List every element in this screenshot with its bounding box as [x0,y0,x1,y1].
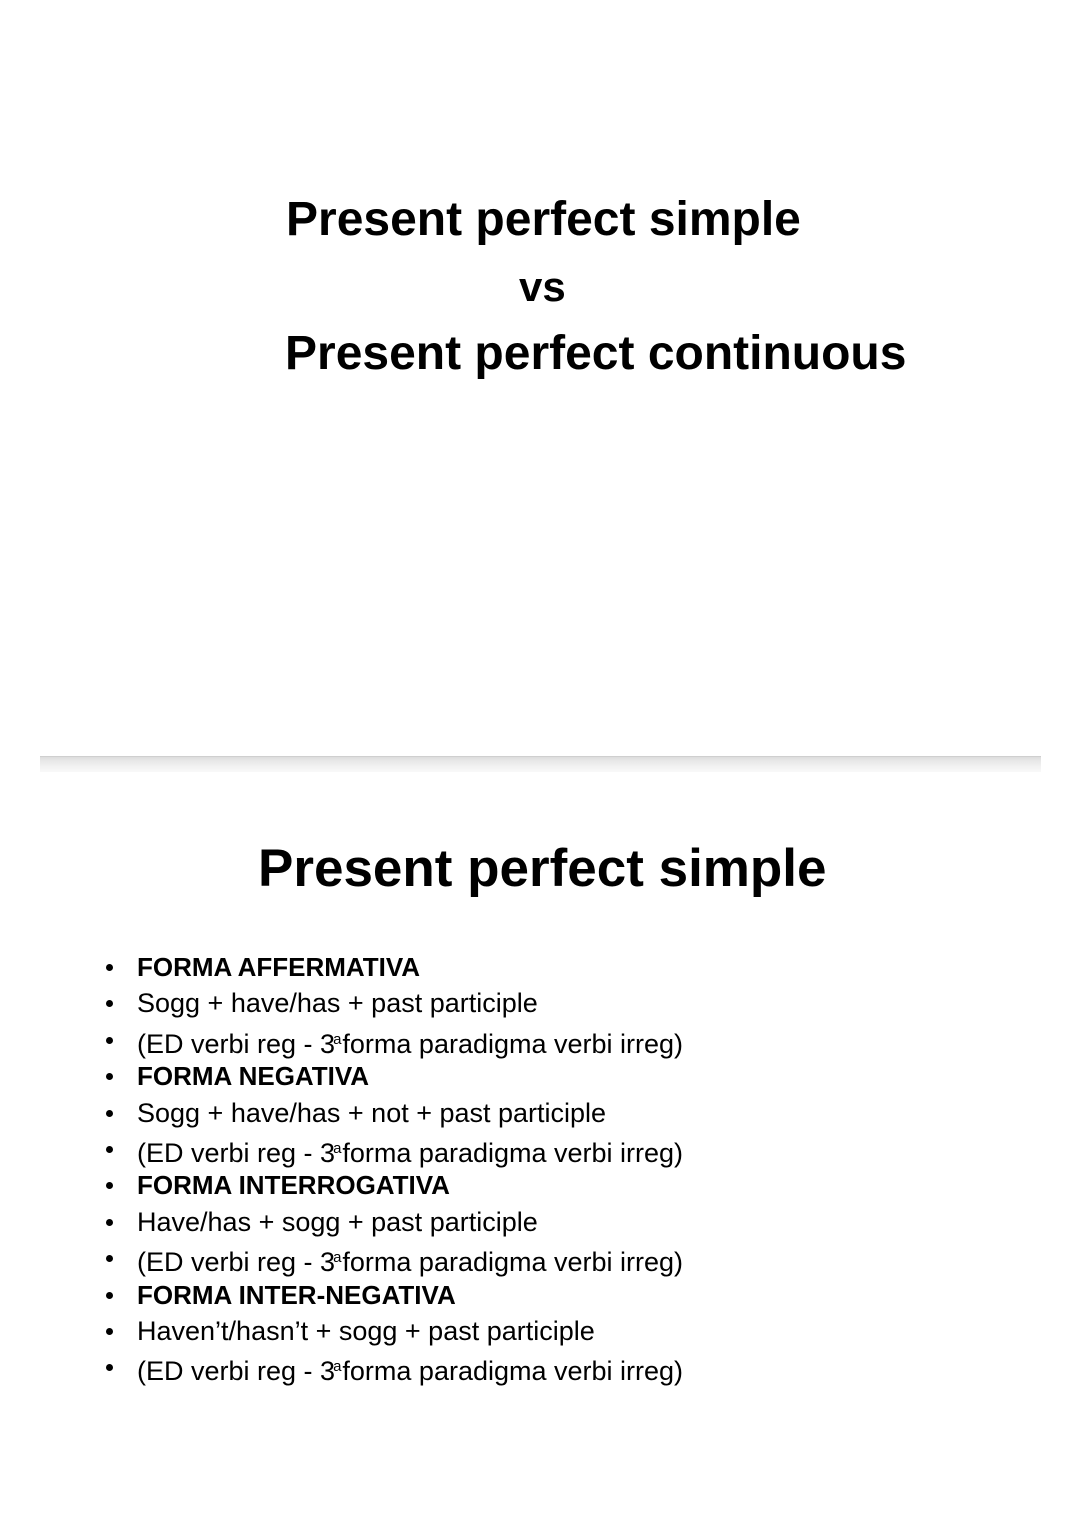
slide1-title-vs: vs [519,263,566,310]
bullet-dot-icon [106,1364,113,1371]
slide-present-perfect-simple [0,772,1080,1528]
bullet-item [100,949,683,985]
bullet-text-pre: (ED verbi reg - 3 [137,1137,336,1168]
slide-separator [40,756,1041,772]
bullet-item [100,1240,683,1276]
bullet-dot-icon [106,1073,113,1080]
bullet-text: FORMA AFFERMATIVA [137,952,421,982]
bullet-text: Sogg + have/has + not + past participle [137,1097,607,1128]
bullet-item [100,1313,683,1349]
bullet-dot-icon [106,1328,113,1335]
bullet-item [100,1058,683,1094]
bullet-ordinal-superscript: a [333,1358,342,1376]
bullet-item [100,1095,683,1131]
bullet-item [100,1131,683,1167]
bullet-text-post: forma paradigma verbi irreg) [342,1247,684,1278]
bullet-ordinal-superscript: a [333,1139,342,1157]
bullet-text-post: forma paradigma verbi irreg) [342,1356,684,1387]
bullet-dot-icon [106,964,113,971]
bullet-list [100,949,683,1386]
bullet-text-post: forma paradigma verbi irreg) [342,1028,684,1059]
slide1-title-line-1: Present perfect simple [286,193,801,246]
bullet-text: FORMA NEGATIVA [137,1061,370,1092]
bullet-text-pre: (ED verbi reg - 3 [137,1028,336,1059]
bullet-text: Sogg + have/has + past participle [137,988,538,1019]
bullet-dot-icon [106,1146,113,1153]
bullet-dot-icon [106,1110,113,1117]
slide2-title: Present perfect simple [258,839,827,898]
bullet-item [100,1022,683,1058]
bullet-item [100,1349,683,1385]
bullet-text-pre: (ED verbi reg - 3 [137,1247,336,1278]
slide-title-page [0,0,1080,756]
bullet-item [100,1204,683,1240]
slide1-title-line-2: Present perfect continuous [285,327,907,380]
bullet-text: Have/has + sogg + past participle [137,1206,538,1237]
bullet-dot-icon [106,1000,113,1007]
bullet-item [100,1167,683,1203]
bullet-text: Haven’t/hasn’t + sogg + past participle [137,1315,595,1346]
bullet-item [100,1277,683,1313]
bullet-text: FORMA INTER-NEGATIVA [137,1279,456,1310]
bullet-dot-icon [106,1219,113,1226]
bullet-dot-icon [106,1182,113,1189]
bullet-dot-icon [106,1255,113,1262]
bullet-text-pre: (ED verbi reg - 3 [137,1356,336,1387]
bullet-dot-icon [106,1292,113,1299]
bullet-text: FORMA INTERROGATIVA [137,1170,450,1201]
bullet-dot-icon [106,1037,113,1044]
bullet-text-post: forma paradigma verbi irreg) [342,1137,684,1168]
bullet-item [100,985,683,1021]
bullet-ordinal-superscript: a [333,1030,342,1048]
bullet-ordinal-superscript: a [333,1249,342,1267]
